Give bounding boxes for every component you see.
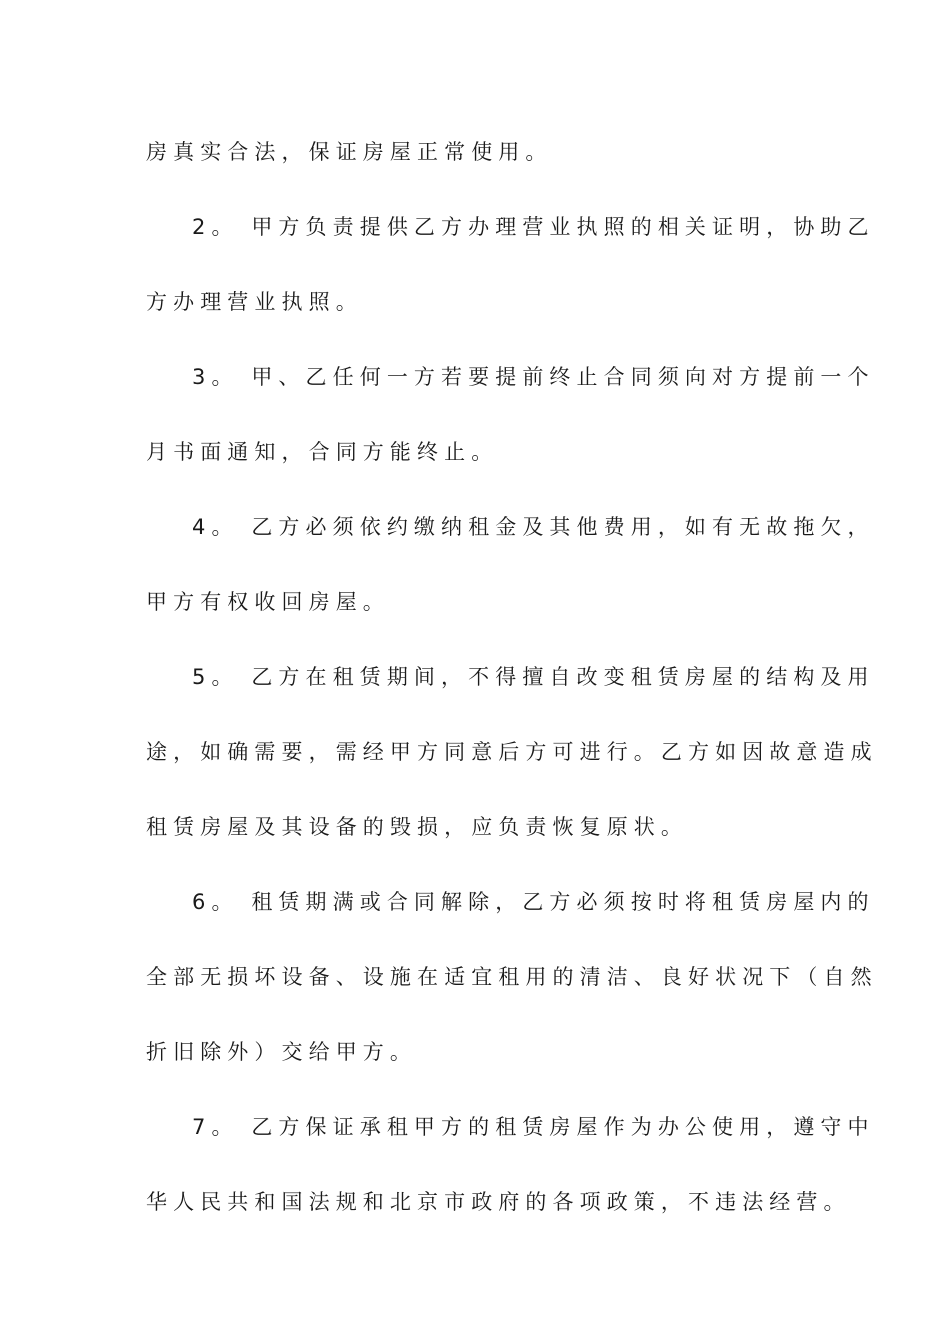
clause-2-line-1: 2。 甲方负责提供乙方办理营业执照的相关证明，协助乙 bbox=[192, 215, 875, 239]
clause-6-line-3: 折旧除外）交给甲方。 bbox=[146, 1040, 417, 1064]
clause-5-line-1: 5。 乙方在租赁期间，不得擅自改变租赁房屋的结构及用 bbox=[192, 665, 875, 689]
clause-5-line-3: 租赁房屋及其设备的毁损，应负责恢复原状。 bbox=[146, 815, 688, 839]
text-line-1: 房真实合法，保证房屋正常使用。 bbox=[146, 140, 553, 164]
clause-4-line-2: 甲方有权收回房屋。 bbox=[146, 590, 390, 614]
clause-6-line-1: 6。 租赁期满或合同解除，乙方必须按时将租赁房屋内的 bbox=[192, 890, 875, 914]
clause-5-line-2: 途，如确需要，需经甲方同意后方可进行。乙方如因故意造成 bbox=[146, 740, 878, 764]
clause-2-line-2: 方办理营业执照。 bbox=[146, 290, 363, 314]
clause-7-line-2: 华人民共和国法规和北京市政府的各项政策，不违法经营。 bbox=[146, 1190, 851, 1214]
clause-7-line-1: 7。 乙方保证承租甲方的租赁房屋作为办公使用，遵守中 bbox=[192, 1115, 875, 1139]
clause-4-line-1: 4。 乙方必须依约缴纳租金及其他费用，如有无故拖欠， bbox=[192, 515, 875, 539]
clause-6-line-2: 全部无损坏设备、设施在适宜租用的清洁、良好状况下（自然 bbox=[146, 965, 878, 989]
clause-3-line-2: 月书面通知，合同方能终止。 bbox=[146, 440, 499, 464]
clause-3-line-1: 3。 甲、乙任何一方若要提前终止合同须向对方提前一个 bbox=[192, 365, 875, 389]
